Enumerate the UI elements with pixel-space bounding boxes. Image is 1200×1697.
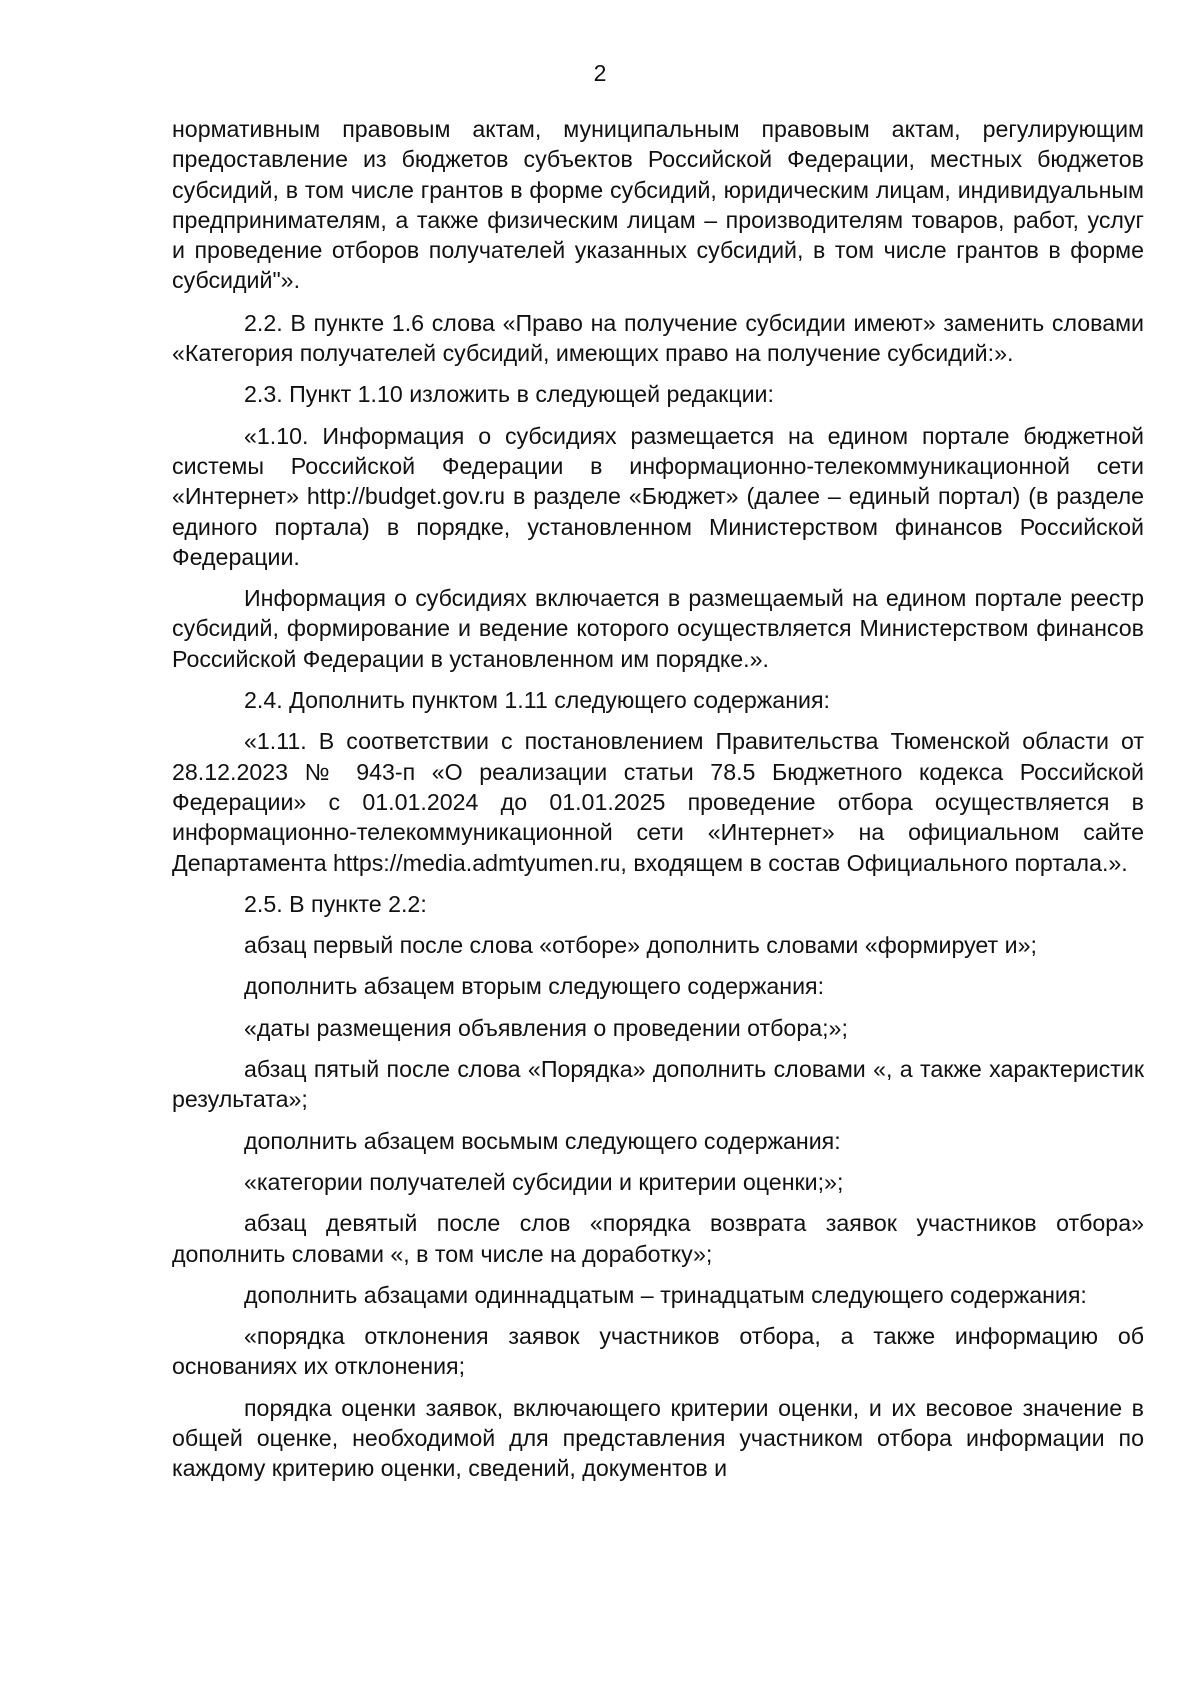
paragraph-subsidy-registry: Информация о субсидиях включается в размещаемый на едином портале реестр субсидий, формирование и ведение которого осуществляется Министерством финансов Российской Федерации в установленном им порядке.». xyxy=(172,585,1144,672)
paragraph-add-eleventh: дополнить абзацами одиннадцатым – тринадцатым следующего содержания: xyxy=(244,1281,1087,1308)
paragraph-continuation: нормативным правовым актам, муниципальным правовым актам, регулирующим предоставление из бюджетов субъектов Российской Федерации, местных бюджетов субсидий, в том числе грантов в форме субсидий, юридическим лицам, индивидуальным предпринимателям, а также физическим лицам – производителям товаров, работ, услуг и проведение отборов получателей указанных субсидий, в том числе грантов в форме субсидий"». xyxy=(172,116,1144,294)
paragraph-2-4: 2.4. Дополнить пунктом 1.11 следующего содержания: xyxy=(244,687,830,714)
paragraph-2-2: 2.2. В пункте 1.6 слова «Право на получение субсидии имеют» заменить словами «Категория получателей субсидий, имеющих право на получение субсидий:». xyxy=(172,309,1144,367)
paragraph-2-5: 2.5. В пункте 2.2: xyxy=(244,890,427,917)
paragraph-evaluation-order: порядка оценки заявок, включающего критерии оценки, и их весовое значение в общей оценке, необходимой для представления участником отбора информации по каждому критерию оценки, сведений, документов и xyxy=(172,1394,1144,1482)
paragraph-abzac-ninth: абзац девятый после слов «порядка возврата заявок участников отбора» дополнить словами «, в том числе на доработку»; xyxy=(172,1210,1144,1267)
paragraph-1-10: «1.10. Информация о субсидиях размещается на едином портале бюджетной системы Российской Федерации в информационно-телекоммуникационной сети «Интернет» http://budget.gov.ru в разделе «Бюджет» (далее – единый портал) (в разделе единого портала) в порядке, установленном Министерством финансов Российской Федерации. xyxy=(172,422,1144,570)
paragraph-add-eighth: дополнить абзацем восьмым следующего содержания: xyxy=(244,1127,841,1154)
paragraph-2-3: 2.3. Пункт 1.10 изложить в следующей редакции: xyxy=(244,381,774,408)
paragraph-categories: «категории получателей субсидии и критерии оценки;»; xyxy=(244,1168,844,1195)
paragraph-dates-posting: «даты размещения объявления о проведении отбора;»; xyxy=(244,1014,848,1041)
paragraph-abzac-first: абзац первый после слова «отборе» дополнить словами «формирует и»; xyxy=(244,932,1037,959)
page-number: 2 xyxy=(593,60,607,86)
paragraph-abzac-fifth: абзац пятый после слова «Порядка» дополнить словами «, а также характеристик результата»; xyxy=(172,1056,1144,1113)
paragraph-rejection-order: «порядка отклонения заявок участников отбора, а также информацию об основаниях их отклонения; xyxy=(172,1323,1144,1380)
document-body xyxy=(172,114,1144,1495)
paragraph-1-11: «1.11. В соответствии с постановлением Правительства Тюменской области от 28.12.2023 № 943-п «О реализации статьи 78.5 Бюджетного кодекса Российской Федерации» с 01.01.2024 до 01.01.2025 проведение отбора осуществляется в информационно-телекоммуникационной сети «Интернет» на официальном сайте Департамента https://media.admtyumen.ru, входящем в состав Официального портала.». xyxy=(172,728,1144,876)
paragraph-add-second: дополнить абзацем вторым следующего содержания: xyxy=(244,973,825,1000)
